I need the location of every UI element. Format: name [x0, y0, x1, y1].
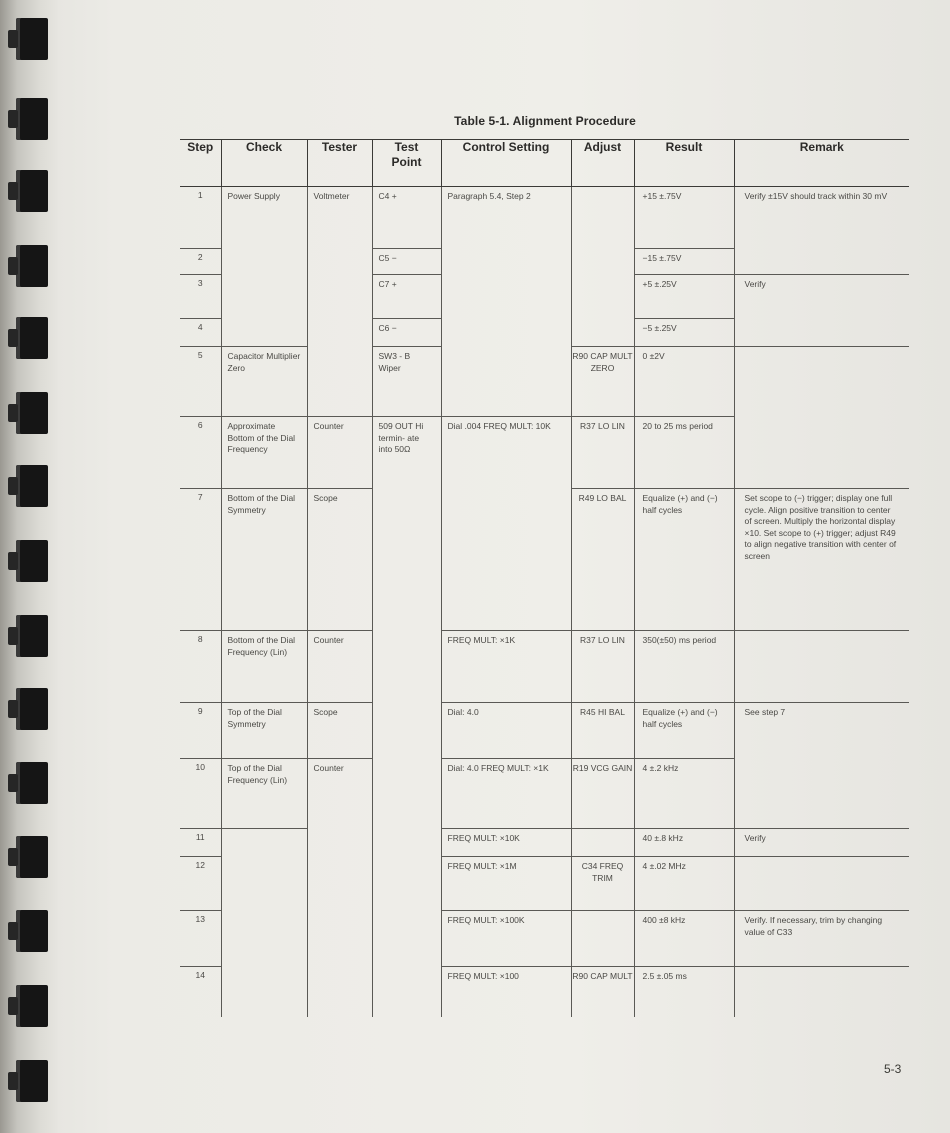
cell-adjust: C34 FREQ TRIM	[571, 857, 634, 911]
cell-test-point	[372, 631, 441, 703]
cell-remark: Verify ±15V should track within 30 mV	[734, 187, 909, 249]
header-step: Step	[180, 140, 221, 187]
cell-adjust: R37 LO LIN	[571, 631, 634, 703]
cell-check: Approximate Bottom of the Dial Frequency	[221, 417, 307, 489]
binding-ring	[16, 98, 48, 140]
cell-remark	[734, 319, 909, 347]
cell-check	[221, 275, 307, 319]
binding-ring	[16, 245, 48, 287]
binding-ring	[16, 465, 48, 507]
cell-step: 7	[180, 489, 221, 631]
cell-test-point	[372, 703, 441, 759]
header-adjust: Adjust	[571, 140, 634, 187]
table-title: Table 5-1. Alignment Procedure	[454, 114, 636, 128]
cell-control: FREQ MULT: ×10K	[441, 829, 571, 857]
cell-step: 12	[180, 857, 221, 911]
cell-control	[441, 347, 571, 417]
cell-result: 40 ±.8 kHz	[634, 829, 734, 857]
cell-control	[441, 319, 571, 347]
cell-step: 2	[180, 249, 221, 275]
cell-tester	[307, 911, 372, 967]
cell-remark	[734, 857, 909, 911]
cell-test-point	[372, 829, 441, 857]
cell-adjust	[571, 319, 634, 347]
cell-adjust	[571, 911, 634, 967]
table-row	[180, 829, 909, 857]
cell-check	[221, 857, 307, 911]
binding-ring	[16, 688, 48, 730]
cell-adjust	[571, 829, 634, 857]
cell-result: 400 ±8 kHz	[634, 911, 734, 967]
cell-test-point: SW3 - B Wiper	[372, 347, 441, 417]
cell-test-point: C4 +	[372, 187, 441, 249]
cell-check	[221, 249, 307, 275]
cell-adjust: R90 CAP MULT ZERO	[571, 347, 634, 417]
cell-result: 20 to 25 ms period	[634, 417, 734, 489]
cell-step: 5	[180, 347, 221, 417]
binding-ring	[16, 170, 48, 212]
cell-control	[441, 249, 571, 275]
cell-control	[441, 275, 571, 319]
table-row	[180, 703, 909, 759]
cell-adjust	[571, 187, 634, 249]
binding-ring	[16, 18, 48, 60]
table-row	[180, 417, 909, 489]
cell-step: 1	[180, 187, 221, 249]
cell-result: Equalize (+) and (−) half cycles	[634, 703, 734, 759]
cell-test-point: C5 −	[372, 249, 441, 275]
header-result: Result	[634, 140, 734, 187]
table-row	[180, 249, 909, 275]
cell-tester	[307, 857, 372, 911]
cell-result: 350(±50) ms period	[634, 631, 734, 703]
cell-tester: Counter	[307, 417, 372, 489]
cell-step: 13	[180, 911, 221, 967]
cell-test-point	[372, 967, 441, 1017]
binding-ring	[16, 910, 48, 952]
cell-result: 2.5 ±.05 ms	[634, 967, 734, 1017]
binding-ring	[16, 317, 48, 359]
header-remark: Remark	[734, 140, 909, 187]
cell-remark	[734, 759, 909, 829]
cell-step: 10	[180, 759, 221, 829]
cell-tester	[307, 967, 372, 1017]
cell-adjust: R37 LO LIN	[571, 417, 634, 489]
cell-step: 4	[180, 319, 221, 347]
cell-result: +15 ±.75V	[634, 187, 734, 249]
table-row	[180, 275, 909, 319]
cell-check	[221, 319, 307, 347]
cell-adjust: R19 VCG GAIN	[571, 759, 634, 829]
page-number: 5-3	[884, 1062, 902, 1076]
cell-step: 6	[180, 417, 221, 489]
header-row	[180, 140, 909, 187]
cell-step: 14	[180, 967, 221, 1017]
cell-control: Dial: 4.0	[441, 703, 571, 759]
binding-ring	[16, 1060, 48, 1102]
cell-step: 8	[180, 631, 221, 703]
cell-tester	[307, 249, 372, 275]
header-tester: Tester	[307, 140, 372, 187]
cell-remark	[734, 249, 909, 275]
binding-ring	[16, 540, 48, 582]
binding-ring	[16, 836, 48, 878]
table-row	[180, 759, 909, 829]
table-row	[180, 187, 909, 249]
cell-remark	[734, 967, 909, 1017]
cell-remark	[734, 417, 909, 489]
cell-result: −5 ±.25V	[634, 319, 734, 347]
cell-tester	[307, 319, 372, 347]
cell-result: 0 ±2V	[634, 347, 734, 417]
cell-control	[441, 489, 571, 631]
binding-ring	[16, 762, 48, 804]
cell-result: 4 ±.02 MHz	[634, 857, 734, 911]
cell-result: Equalize (+) and (−) half cycles	[634, 489, 734, 631]
cell-test-point	[372, 911, 441, 967]
header-test-point: Test Point	[372, 140, 441, 187]
cell-control: Dial .004 FREQ MULT: 10K	[441, 417, 571, 489]
cell-control: FREQ MULT: ×1K	[441, 631, 571, 703]
table-row	[180, 857, 909, 911]
cell-check: Bottom of the Dial Frequency (Lin)	[221, 631, 307, 703]
binding-ring	[16, 985, 48, 1027]
table-body	[180, 187, 909, 1017]
cell-tester	[307, 275, 372, 319]
cell-tester: Counter	[307, 759, 372, 829]
binding-ring	[16, 615, 48, 657]
cell-remark: See step 7	[734, 703, 909, 759]
cell-control: Paragraph 5.4, Step 2	[441, 187, 571, 249]
cell-check	[221, 967, 307, 1017]
cell-test-point: 509 OUT Hi termin- ate into 50Ω	[372, 417, 441, 489]
cell-check: Top of the Dial Symmetry	[221, 703, 307, 759]
table-row	[180, 489, 909, 631]
cell-remark: Verify	[734, 275, 909, 319]
cell-check	[221, 829, 307, 857]
alignment-procedure-table	[180, 139, 909, 1017]
cell-check: Bottom of the Dial Symmetry	[221, 489, 307, 631]
cell-remark: Verify	[734, 829, 909, 857]
cell-control: FREQ MULT: ×1M	[441, 857, 571, 911]
cell-test-point	[372, 489, 441, 631]
cell-result: −15 ±.75V	[634, 249, 734, 275]
cell-test-point	[372, 857, 441, 911]
cell-test-point: C7 +	[372, 275, 441, 319]
cell-result: 4 ±.2 kHz	[634, 759, 734, 829]
cell-remark	[734, 347, 909, 417]
cell-tester: Scope	[307, 489, 372, 631]
cell-tester: Voltmeter	[307, 187, 372, 249]
cell-control: FREQ MULT: ×100K	[441, 911, 571, 967]
cell-adjust: R49 LO BAL	[571, 489, 634, 631]
table-row	[180, 967, 909, 1017]
cell-remark	[734, 631, 909, 703]
cell-tester: Counter	[307, 631, 372, 703]
cell-result: +5 ±.25V	[634, 275, 734, 319]
table-row	[180, 911, 909, 967]
cell-tester: Scope	[307, 703, 372, 759]
cell-check: Capacitor Multiplier Zero	[221, 347, 307, 417]
cell-check: Power Supply	[221, 187, 307, 249]
table-row	[180, 319, 909, 347]
cell-adjust: R90 CAP MULT	[571, 967, 634, 1017]
binding-ring	[16, 392, 48, 434]
cell-step: 9	[180, 703, 221, 759]
cell-test-point	[372, 759, 441, 829]
header-check: Check	[221, 140, 307, 187]
cell-adjust	[571, 249, 634, 275]
cell-control: FREQ MULT: ×100	[441, 967, 571, 1017]
cell-step: 3	[180, 275, 221, 319]
spiral-binding	[0, 0, 58, 1133]
cell-remark: Verify. If necessary, trim by changing value of C33	[734, 911, 909, 967]
cell-remark: Set scope to (−) trigger; display one full cycle. Align positive transition to center of screen. Multiply the horizontal display ×10. Set scope to (+) trigger; adjust R49 to align negative transition with center of screen	[734, 489, 909, 631]
cell-step: 11	[180, 829, 221, 857]
header-control-setting: Control Setting	[441, 140, 571, 187]
cell-tester	[307, 347, 372, 417]
table-row	[180, 631, 909, 703]
cell-tester	[307, 829, 372, 857]
table-row	[180, 347, 909, 417]
cell-check	[221, 911, 307, 967]
cell-control: Dial: 4.0 FREQ MULT: ×1K	[441, 759, 571, 829]
cell-adjust	[571, 275, 634, 319]
cell-adjust: R45 HI BAL	[571, 703, 634, 759]
cell-check: Top of the Dial Frequency (Lin)	[221, 759, 307, 829]
cell-test-point: C6 −	[372, 319, 441, 347]
